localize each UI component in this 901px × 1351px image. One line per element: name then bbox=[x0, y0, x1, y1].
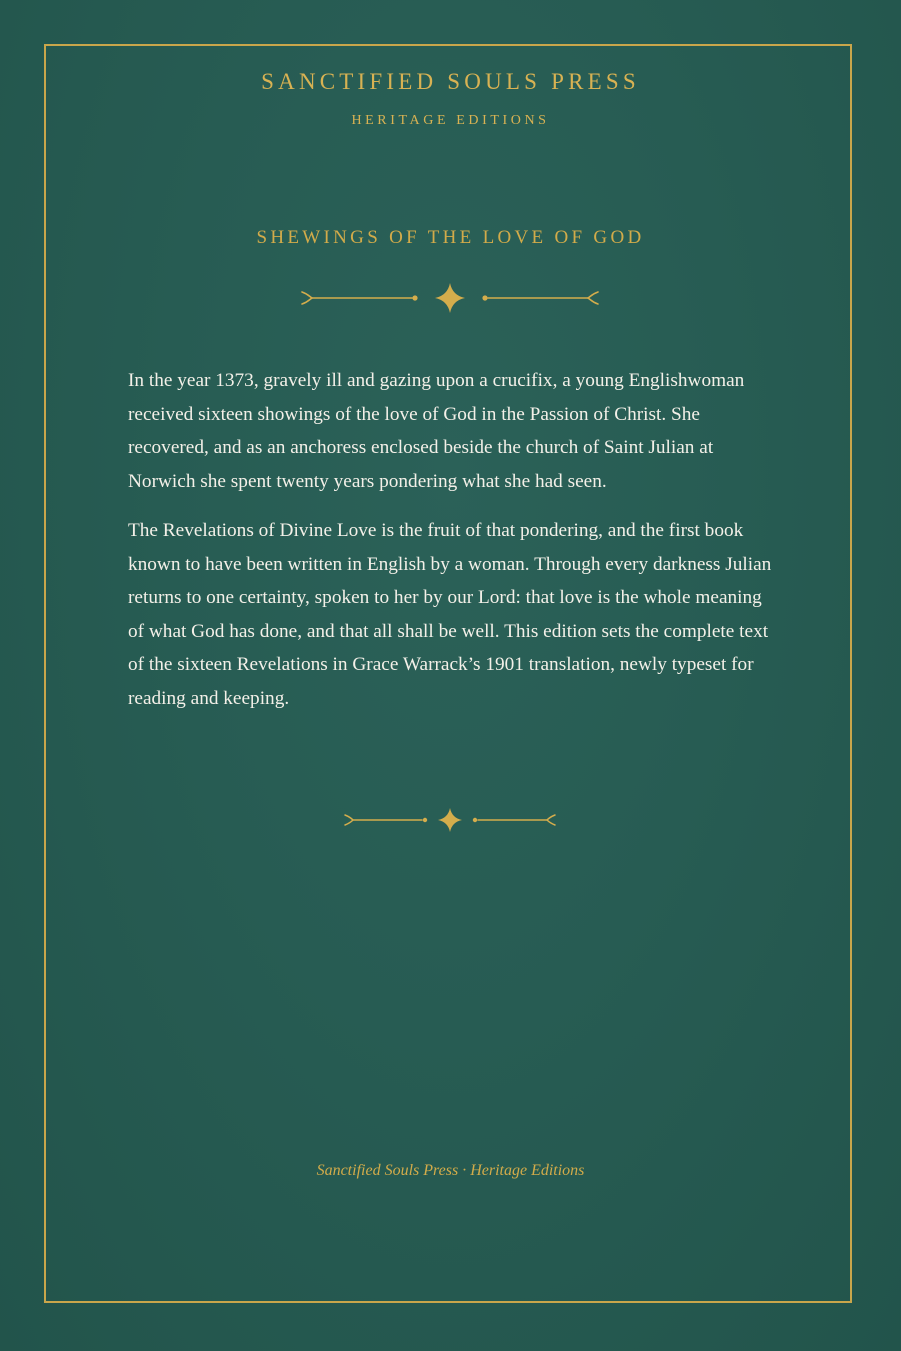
description-paragraph-2: The Revelations of Divine Love is the fruit of that pondering, and the first book known to have been written in English by a woman. Through every darkness Julian returns to one certainty, spoken to her by our Lord: that love is the whole meaning of what God has done, and that all shall be well. This edition sets the complete text of the sixteen Revelations in Grace Warrack’s 1901 translation, newly typeset for reading and keeping. bbox=[128, 520, 772, 709]
publisher-name: SANCTIFIED SOULS PRESS bbox=[261, 69, 640, 94]
imprint-name: HERITAGE EDITIONS bbox=[351, 113, 550, 128]
book-title: SHEWINGS OF THE LOVE OF GOD bbox=[256, 227, 645, 248]
flourish-star-divider-icon bbox=[298, 281, 602, 315]
footer-imprint: Sanctified Souls Press · Heritage Editions bbox=[316, 1162, 585, 1179]
description-paragraph-1: In the year 1373, gravely ill and gazing upon a crucifix, a young Englishwoman received sixteen showings of the love of God in the Passion of Christ. She recovered, and as an anchoress enclosed beside the church of Saint Julian at Norwich she spent twenty years pondering what she had seen. bbox=[128, 370, 745, 492]
description bbox=[128, 364, 774, 731]
flourish-star-divider-icon bbox=[342, 806, 558, 834]
